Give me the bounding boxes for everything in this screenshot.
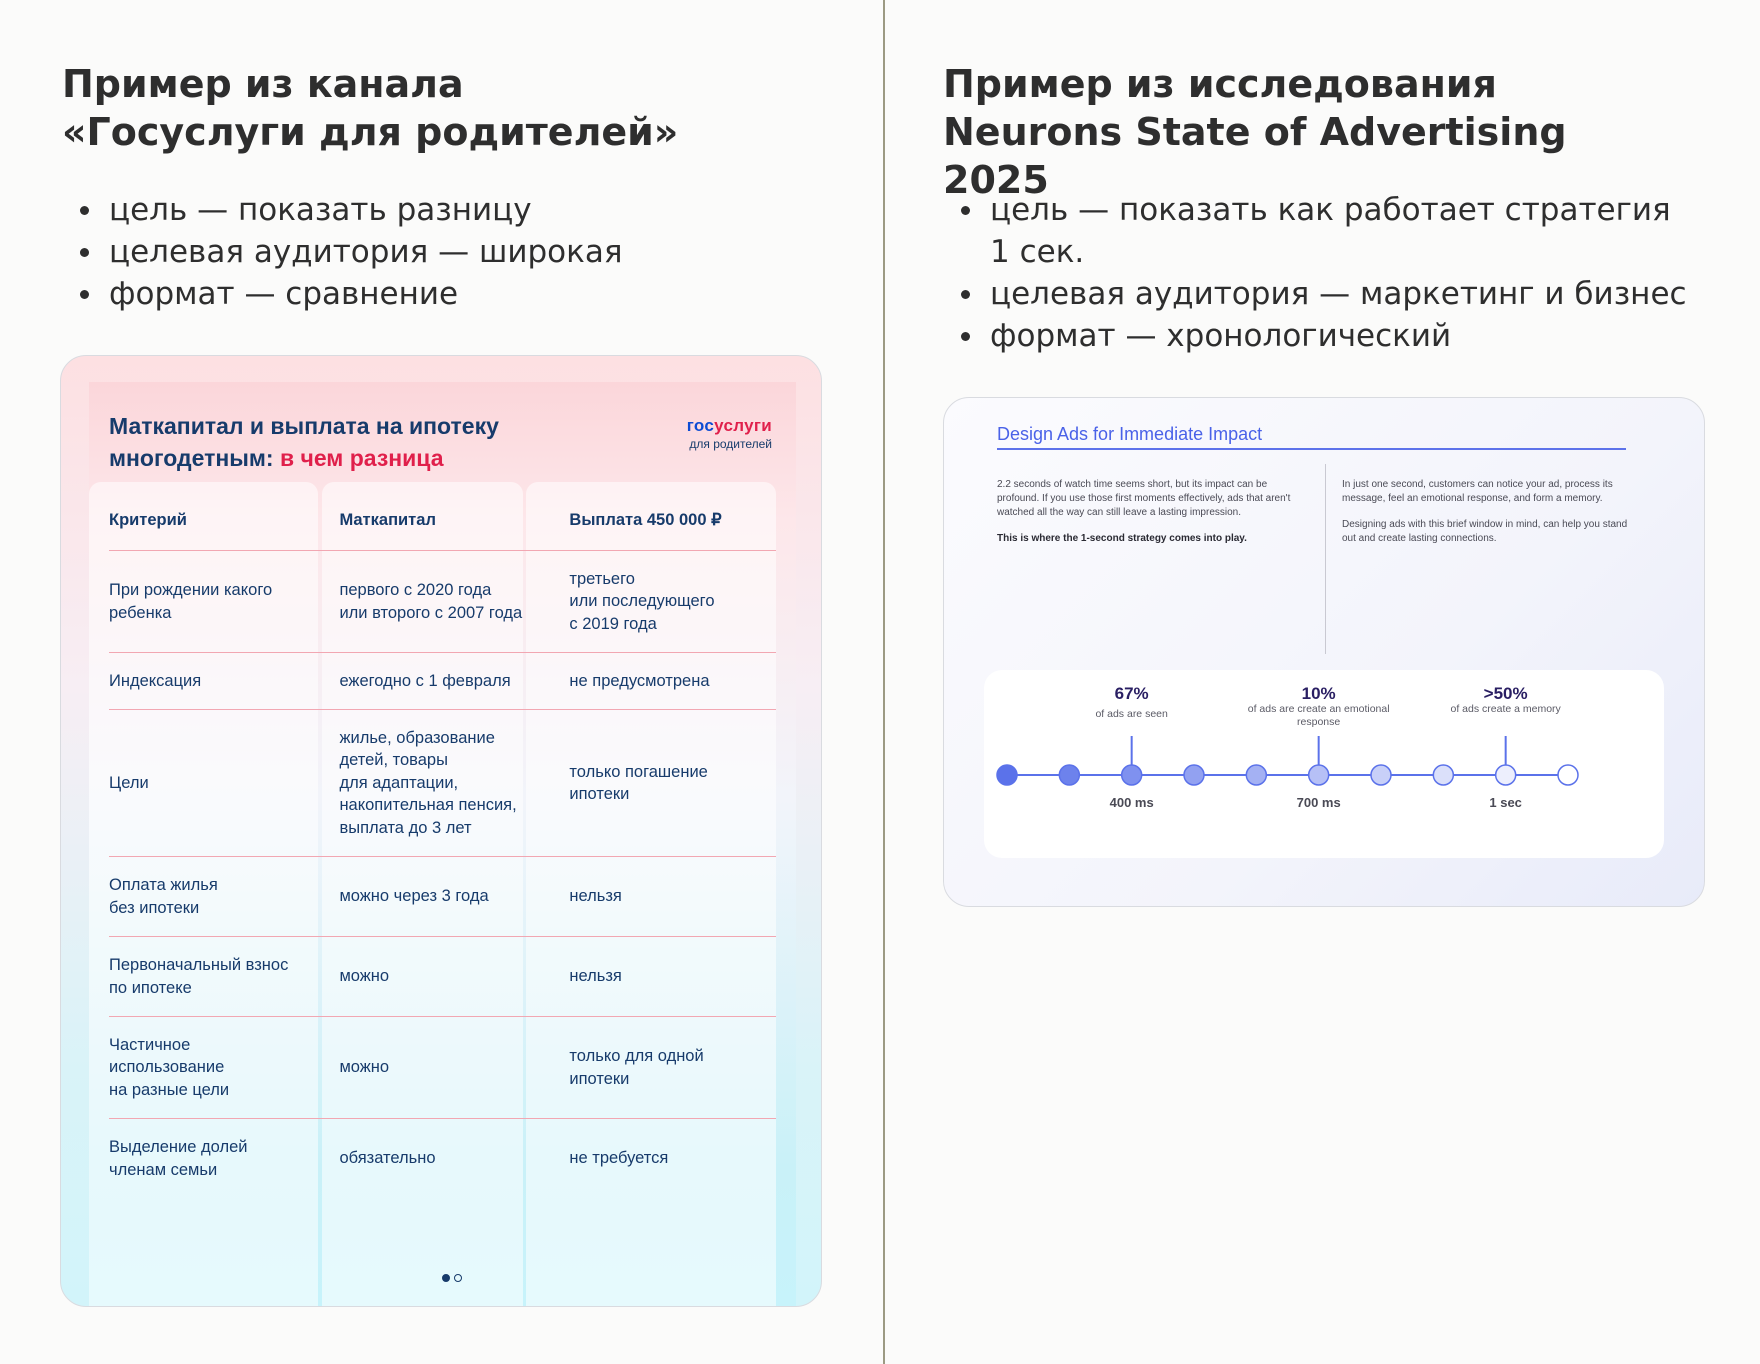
timeline-node [1309,765,1329,785]
table-cell: можно [335,1017,565,1119]
neurons-slide-title: Design Ads for Immediate Impact [997,424,1263,444]
table-cell: Выделение долей членам семьи [109,1138,248,1179]
table-row [109,857,776,937]
gosuslugi-card [60,355,822,1307]
list-item: целевая аудитория — маркетинг и бизнес [942,273,1702,315]
title-underline [997,448,1626,450]
table-cell: не требуется [569,1149,669,1168]
table-cell: ежегодно с 1 февраля [335,653,565,710]
para-1: 2.2 seconds of watch time seems short, but its impact can be profound. If you use those first moments effectively, ads that aren't watched all the way can still leave a lasting impression. [997,479,1291,518]
para-2: In just one second, customers can notice your ad, process its message, feel an emotional response, and form a memory. [1342,479,1613,504]
left-title: Пример из канала «Госуслуги для родителей» [62,62,679,154]
tick-label: 400 ms [1109,795,1154,810]
stat-label: of ads create a memory [1450,703,1561,715]
table-row [109,710,776,857]
logo-part1: гос [686,416,715,435]
table-row [109,653,776,710]
table-cell: обязательно [339,1149,436,1168]
right-title: Пример из исследования Neurons State of Advertising 2025 [943,62,1567,202]
table-row [109,551,776,653]
timeline-panel [984,670,1664,858]
table-row [109,1017,776,1119]
para-3: Designing ads with this brief window in mind, can help you stand out and create lasting connections. [1342,519,1628,544]
table-cell: Оплата жилья без ипотеки [109,857,335,937]
table-cell: только для одной ипотеки [565,1017,776,1119]
table-cell: нельзя [565,937,776,1017]
header-cell: Критерий [109,482,335,551]
list-item: формат — хронологический [942,315,1702,357]
list-item: формат — сравнение [61,273,781,315]
tick-label: 700 ms [1296,795,1341,810]
stat-value: >50% [1483,684,1528,703]
table-cell: жилье, образование детей, товары для адаптации, накопительная пенсия, выплата до 3 лет [335,710,565,857]
stat-value: 67% [1114,684,1149,703]
table-row [109,937,776,1017]
timeline-node [1371,765,1391,785]
timeline-node [1558,765,1578,785]
pagination-dot-active[interactable] [442,1274,450,1282]
timeline-node [1246,765,1266,785]
stat-value: 10% [1301,684,1336,703]
timeline-node [997,765,1017,785]
table-cell: Первоначальный взнос по ипотеке [109,937,335,1017]
slide-title [109,410,629,474]
stat-label: of ads are create an emotional response [1247,703,1390,728]
para-left [997,478,1297,546]
left-bullet-list [61,189,781,315]
timeline-node [1496,765,1516,785]
table-cell: Частичное использование на разные цели [109,1017,335,1119]
neurons-card [943,397,1705,907]
table-cell: При рождении какого ребенка [109,551,335,653]
list-item: цель — показать разницу [61,189,781,231]
header-cell: Выплата 450 000 ₽ [565,482,776,551]
table-cell: третьего или последующего с 2019 года [565,551,776,653]
pagination-dots [442,1274,462,1282]
stat-label: of ads are seen [1095,708,1168,720]
para-1-bold: This is where the 1-second strategy comes into play. [997,533,1247,544]
table-cell: можно через 3 года [335,857,565,937]
para-right [1342,478,1632,546]
table-cell: можно [335,937,565,1017]
list-item: цель — показать как работает стратегия 1 сек. [942,189,1702,273]
table-row [109,1119,776,1199]
timeline-node [1433,765,1453,785]
slide-title-accent: в чем разница [279,445,444,471]
table-cell: Индексация [109,653,335,710]
pagination-dot[interactable] [454,1274,462,1282]
comparison-table [109,482,776,1198]
timeline-node [1184,765,1204,785]
right-bullet-list [942,189,1702,357]
gosuslugi-logo [687,416,772,451]
column-divider [883,0,885,1364]
table-cell: Цели [109,710,335,857]
table-cell: не предусмотрена [565,653,776,710]
list-item: целевая аудитория — широкая [61,231,781,273]
logo-subtitle: для родителей [689,437,772,451]
timeline-node [1122,765,1142,785]
slide-title-main: Маткапитал и выплата на ипотеку многодетным: [109,413,499,471]
timeline-node [1059,765,1079,785]
header-cell: Маткапитал [335,482,565,551]
tick-label: 1 sec [1489,795,1522,810]
vertical-separator [1325,464,1326,654]
table-cell: первого с 2020 года или второго с 2007 года [335,551,565,653]
table-header-row [109,482,776,551]
gosuslugi-slide [89,382,796,1306]
logo-part2: услуги [714,416,772,435]
table-cell: нельзя [565,857,776,937]
table-cell: только погашение ипотеки [565,710,776,857]
